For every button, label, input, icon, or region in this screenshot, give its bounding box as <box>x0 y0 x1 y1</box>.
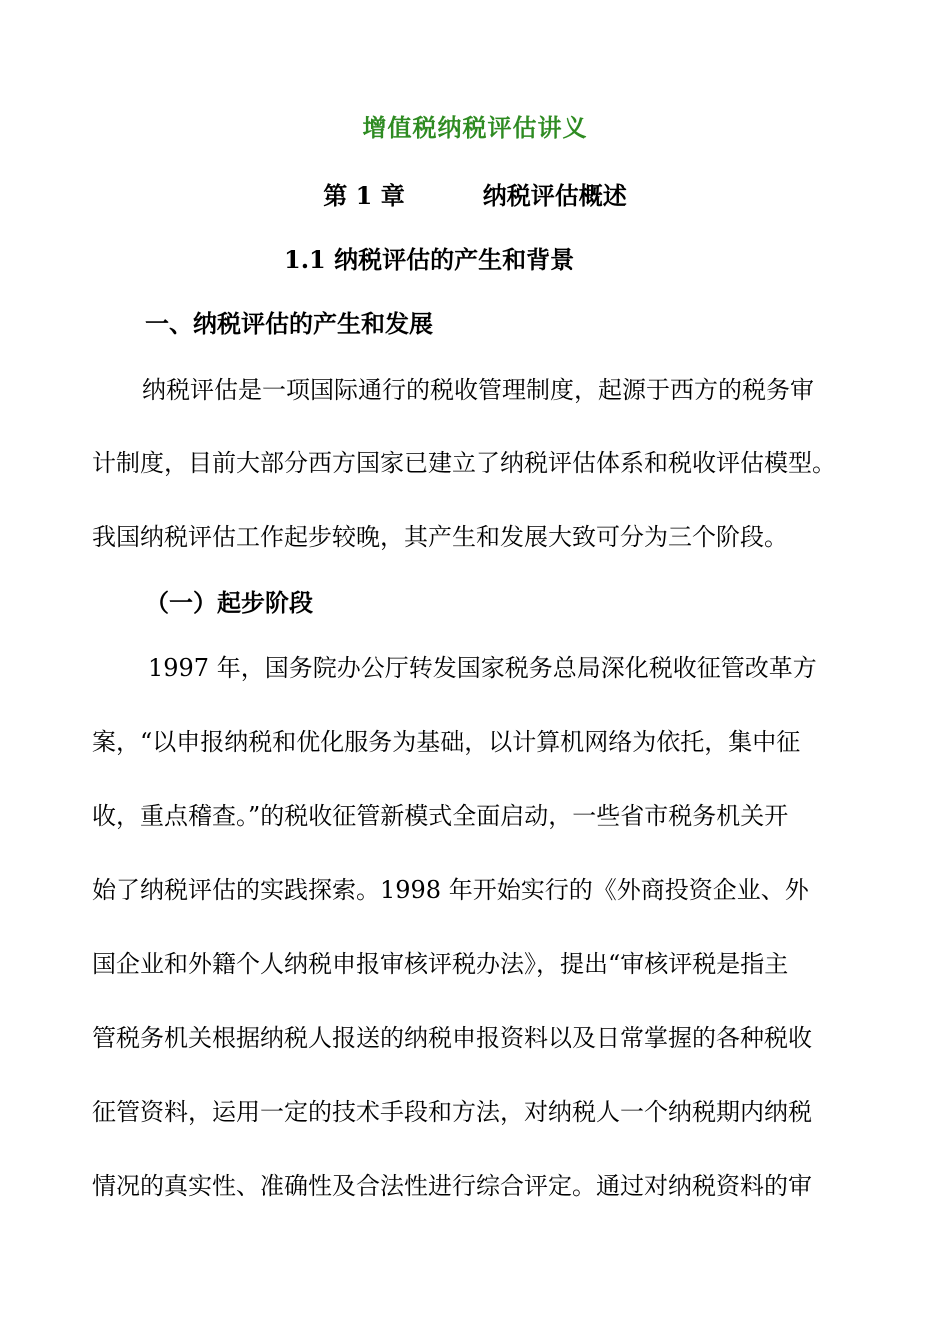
paragraph-line: 案，“以申报纳税和优化服务为基础，以计算机网络为依托，集中征 <box>92 728 801 756</box>
chapter-number: 第 1 章 <box>323 181 405 210</box>
section-heading: 1.1 纳税评估的产生和背景 <box>284 245 575 274</box>
paragraph-line: 纳税评估是一项国际通行的税收管理制度，起源于西方的税务审 <box>142 376 814 404</box>
paragraph-line: 情况的真实性、准确性及合法性进行综合评定。通过对纳税资料的审 <box>92 1172 812 1200</box>
paragraph-line: 1997 年，国务院办公厅转发国家税务总局深化税收征管改革方 <box>148 654 817 682</box>
document-title: 增值税纳税评估讲义 <box>362 114 588 142</box>
chapter-heading <box>0 176 950 211</box>
paragraph-line: 我国纳税评估工作起步较晚，其产生和发展大致可分为三个阶段。 <box>92 523 788 551</box>
chapter-name: 纳税评估概述 <box>482 181 627 210</box>
paragraph-line: 国企业和外籍个人纳税申报审核评税办法》，提出“审核评税是指主 <box>92 950 789 978</box>
subsection-heading-2: （一）起步阶段 <box>145 588 313 617</box>
paragraph-line: 管税务机关根据纳税人报送的纳税申报资料以及日常掌握的各种税收 <box>92 1024 812 1052</box>
paragraph-line: 计制度，目前大部分西方国家已建立了纳税评估体系和税收评估模型。 <box>92 449 836 477</box>
paragraph-line: 始了纳税评估的实践探索。1998 年开始实行的《外商投资企业、外 <box>92 876 809 904</box>
paragraph-line: 征管资料，运用一定的技术手段和方法，对纳税人一个纳税期内纳税 <box>92 1098 812 1126</box>
paragraph-line: 收，重点稽查。”的税收征管新模式全面启动，一些省市税务机关开 <box>92 802 789 830</box>
subsection-heading-1: 一、纳税评估的产生和发展 <box>145 309 433 338</box>
